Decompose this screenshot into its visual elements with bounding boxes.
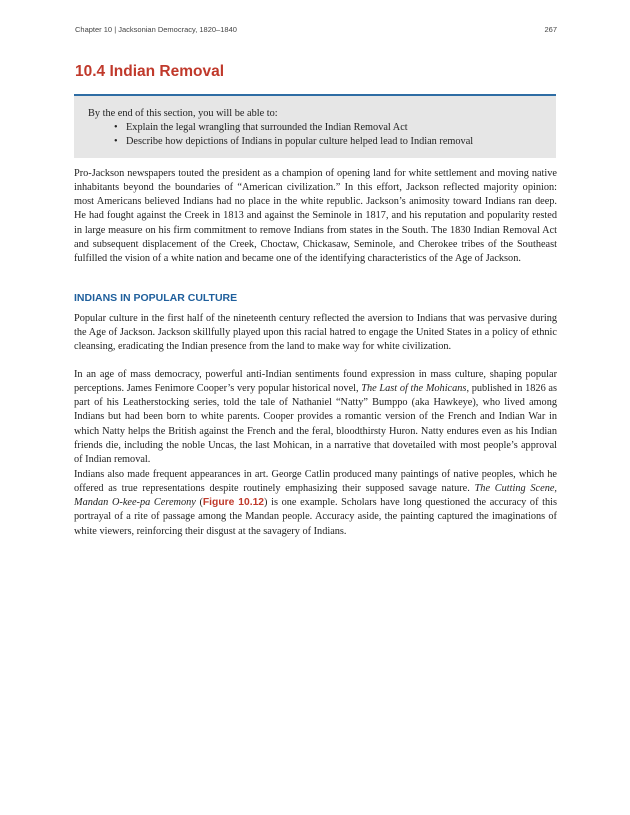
culture-paragraph-2 — [74, 368, 557, 467]
learning-objectives-box — [74, 94, 556, 158]
paragraph-text: ( — [195, 497, 203, 509]
objective-text: Describe how depictions of Indians in popular culture helped lead to Indian removal — [126, 136, 474, 147]
paragraph-text: In an age of mass democracy, powerful anti-Indian sentiments found expression in mass culture, shaping popular perceptions. James Fenimore Cooper’s very popular historical novel, — [74, 369, 557, 395]
chapter-title: Chapter 10 | Jacksonian Democracy, 1820–1840 — [75, 25, 237, 34]
objectives-list — [88, 121, 556, 149]
page-number: 267 — [544, 25, 557, 34]
objectives-intro: By the end of this section, you will be able to: — [88, 108, 278, 119]
intro-paragraph: Pro-Jackson newspapers touted the president as a champion of opening land for white settlement and moving native inhabitants beyond the boundaries of “American civilization.” In this effort, Jackson reflected majority opinion: most Americans believed Indians had no place in the white republic. Jackson’s animosity toward Indians ran deep. He had fought against the Creek in 1813 and against the Seminole in 1817, and his reputation and popularity rested in large measure on his firm commitment to remove Indians from states in the South. The 1830 Indian Removal Act and subsequent displacement of the Creek, Choctaw, Chickasaw, Seminole, and Cherokee tribes of the Southeast fulfilled the vision of a white nation and became one of the identifying characteristics of the Age of Jackson. — [74, 168, 557, 264]
subsection-heading: INDIANS IN POPULAR CULTURE — [74, 292, 238, 304]
bullet-icon: • — [114, 122, 118, 133]
bullet-icon: • — [114, 136, 118, 147]
culture-paragraph-3 — [74, 468, 557, 539]
paragraph-text: ) is one example. Scholars have long questioned the accuracy of this portrayal of a rite of passage among the Mandan people. Accuracy aside, the painting captured the imaginations of white viewers, reinforcing their disgust at the savagery of Indians. — [74, 497, 558, 537]
paragraph-text: Indians also made frequent appearances in art. George Catlin produced many paintings of native peoples, which he offered as true representations despite routinely emphasizing their supposed savage nature. — [74, 469, 557, 495]
figure-link[interactable]: Figure 10.12 — [202, 497, 265, 509]
painting-title: The Cutting Scene, Mandan O-kee-pa Ceremony — [74, 483, 557, 509]
culture-paragraph-1: Popular culture in the first half of the nineteenth century reflected the aversion to Indians that was pervasive during the Age of Jackson. Jackson skillfully played upon this racial hatred to engage the United States in a policy of ethnic cleansing, eradicating the Indian presence from the land to make way for white civilization. — [74, 313, 557, 353]
objective-item — [114, 135, 556, 149]
paragraph-text: , published in 1826 as part of his Leatherstocking series, told the tale of Nathaniel “Natty” Bumppo (aka Hawkeye), who lived among Indians but had been born to white parents. Cooper provides a romantic version of the French and Indian War in which Natty helps the British against the French and the feral, bloodthirsty Huron. Natty endures even as his Indian friends die, including the noble Uncas, the last Mohican, in a narrative that dovetailed with most people’s approval of Indian removal. — [74, 383, 557, 465]
objective-item — [114, 121, 556, 135]
section-title: 10.4 Indian Removal — [75, 63, 225, 80]
objective-text: Explain the legal wrangling that surrounded the Indian Removal Act — [126, 122, 408, 133]
book-title: The Last of the Mohicans — [361, 383, 467, 395]
